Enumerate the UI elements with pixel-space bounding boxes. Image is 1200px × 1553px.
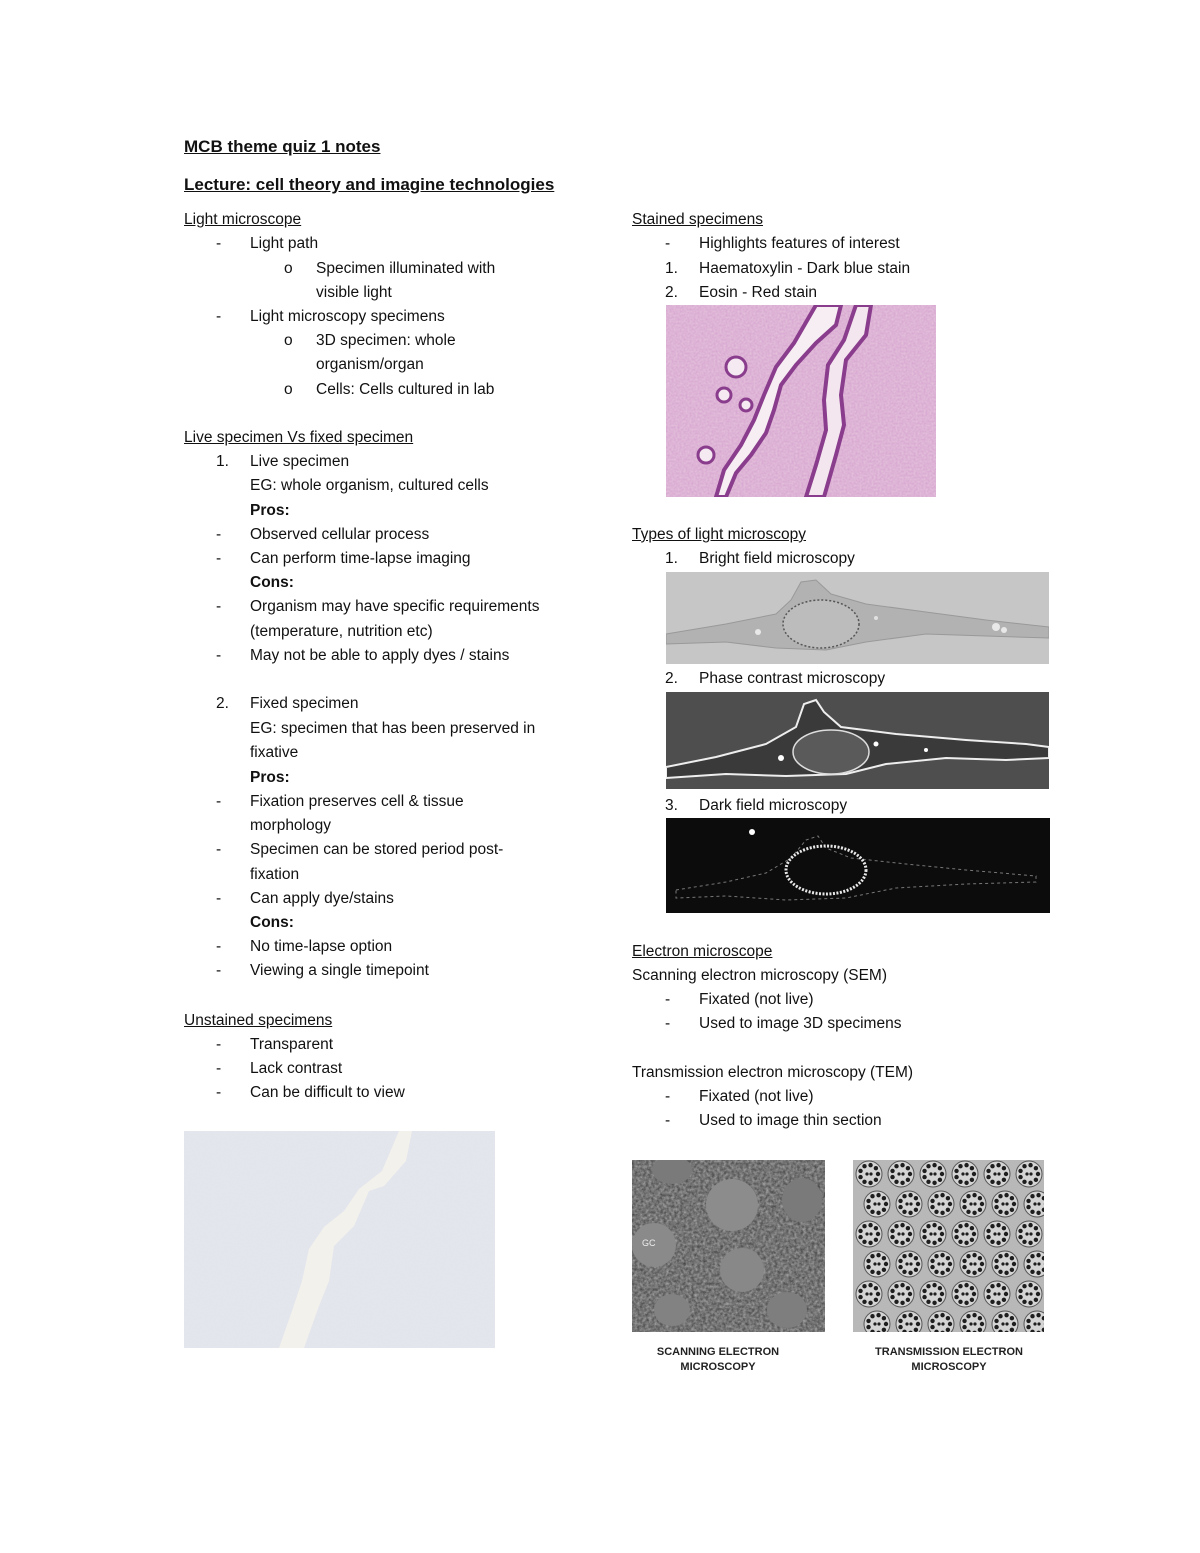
pros-label: Pros: xyxy=(250,502,290,519)
list-item: Used to image thin section xyxy=(699,1112,882,1129)
dash-bullet: - xyxy=(216,1084,222,1101)
list-number: 1. xyxy=(216,453,229,470)
caption-line: MICROSCOPY xyxy=(680,1361,756,1373)
dash-bullet: - xyxy=(216,1036,222,1053)
sem-title: Scanning electron microscopy (SEM) xyxy=(632,967,887,984)
list-number: 2. xyxy=(665,284,678,301)
list-item: fixative xyxy=(250,744,299,761)
sem-caption xyxy=(632,1345,804,1375)
pros-label: Pros: xyxy=(250,769,290,786)
list-number: 2. xyxy=(216,695,229,712)
dash-bullet: - xyxy=(665,1112,671,1129)
list-item: (temperature, nutrition etc) xyxy=(250,623,433,640)
list-item: Organism may have specific requirements xyxy=(250,598,540,615)
dash-bullet: - xyxy=(665,1015,671,1032)
list-item: fixation xyxy=(250,866,300,883)
list-number: 1. xyxy=(665,260,678,277)
stained-heading: Stained specimens xyxy=(632,211,763,228)
list-item: Viewing a single timepoint xyxy=(250,962,429,979)
types-heading: Types of light microscopy xyxy=(632,526,807,543)
dash-bullet: - xyxy=(216,938,222,955)
list-item: Light microscopy specimens xyxy=(250,308,445,325)
dash-bullet: - xyxy=(665,1088,671,1105)
dash-bullet: - xyxy=(665,235,671,252)
electron-heading: Electron microscope xyxy=(632,943,773,960)
dash-bullet: - xyxy=(216,793,222,810)
dash-bullet: - xyxy=(216,598,222,615)
sem-image xyxy=(632,1160,825,1332)
circle-bullet: o xyxy=(284,332,293,349)
dash-bullet: - xyxy=(216,550,222,567)
list-item: No time-lapse option xyxy=(250,938,393,955)
list-item: Transparent xyxy=(250,1036,333,1053)
list-item: Dark field microscopy xyxy=(699,797,848,814)
list-item: Cells: Cells cultured in lab xyxy=(316,381,495,398)
list-item: Lack contrast xyxy=(250,1060,343,1077)
list-item: Eosin - Red stain xyxy=(699,284,818,301)
dash-bullet: - xyxy=(216,841,222,858)
list-item: EG: whole organism, cultured cells xyxy=(250,477,489,494)
list-item: Highlights features of interest xyxy=(699,235,900,252)
caption-line: SCANNING ELECTRON xyxy=(656,1346,780,1358)
list-item: Can be difficult to view xyxy=(250,1084,405,1101)
list-item: Light path xyxy=(250,235,319,252)
list-number: 3. xyxy=(665,797,678,814)
dash-bullet: - xyxy=(216,647,222,664)
dash-bullet: - xyxy=(216,962,222,979)
dash-bullet: - xyxy=(216,890,222,907)
lecture-title: Lecture: cell theory and imagine technologies xyxy=(184,175,555,194)
dash-bullet: - xyxy=(216,1060,222,1077)
list-item: May not be able to apply dyes / stains xyxy=(250,647,510,664)
stained-tissue-image xyxy=(666,305,936,497)
dark-field-image xyxy=(666,818,1050,913)
list-item: organism/organ xyxy=(316,356,424,373)
bright-field-image xyxy=(666,572,1049,664)
list-item: Fixated (not live) xyxy=(699,1088,814,1105)
list-item: Specimen can be stored period post- xyxy=(250,841,504,858)
list-item: Can apply dye/stains xyxy=(250,890,394,907)
gc-label: GC xyxy=(642,1238,656,1248)
dash-bullet: - xyxy=(216,235,222,252)
caption-line: MICROSCOPY xyxy=(911,1361,987,1373)
phase-contrast-image xyxy=(666,692,1049,789)
list-item: Fixed specimen xyxy=(250,695,359,712)
list-number: 2. xyxy=(665,670,678,687)
list-item: Live specimen xyxy=(250,453,350,470)
list-item: morphology xyxy=(250,817,331,834)
list-item: Used to image 3D specimens xyxy=(699,1015,902,1032)
dash-bullet: - xyxy=(216,308,222,325)
live-vs-fixed-heading: Live specimen Vs fixed specimen xyxy=(184,429,414,446)
list-item: visible light xyxy=(316,284,392,301)
list-item: Fixated (not live) xyxy=(699,991,814,1008)
list-item: Fixation preserves cell & tissue xyxy=(250,793,464,810)
unstained-specimen-image xyxy=(184,1131,495,1348)
caption-line: TRANSMISSION ELECTRON xyxy=(875,1346,1023,1358)
dash-bullet: - xyxy=(665,991,671,1008)
list-item: Haematoxylin - Dark blue stain xyxy=(699,260,911,277)
tem-caption xyxy=(863,1345,1035,1375)
page-title: MCB theme quiz 1 notes xyxy=(184,137,381,156)
unstained-heading: Unstained specimens xyxy=(184,1012,333,1029)
list-number: 1. xyxy=(665,550,678,567)
cons-label: Cons: xyxy=(250,914,294,931)
tem-image xyxy=(853,1160,1044,1332)
list-item: Can perform time-lapse imaging xyxy=(250,550,471,567)
circle-bullet: o xyxy=(284,381,293,398)
dash-bullet: - xyxy=(216,526,222,543)
cons-label: Cons: xyxy=(250,574,294,591)
tem-title: Transmission electron microscopy (TEM) xyxy=(632,1064,914,1081)
list-item: Bright field microscopy xyxy=(699,550,855,567)
list-item: EG: specimen that has been preserved in xyxy=(250,720,536,737)
list-item: Specimen illuminated with xyxy=(316,260,496,277)
circle-bullet: o xyxy=(284,260,293,277)
list-item: Phase contrast microscopy xyxy=(699,670,886,687)
list-item: Observed cellular process xyxy=(250,526,430,543)
list-item: 3D specimen: whole xyxy=(316,332,456,349)
light-microscope-heading: Light microscope xyxy=(184,211,302,228)
